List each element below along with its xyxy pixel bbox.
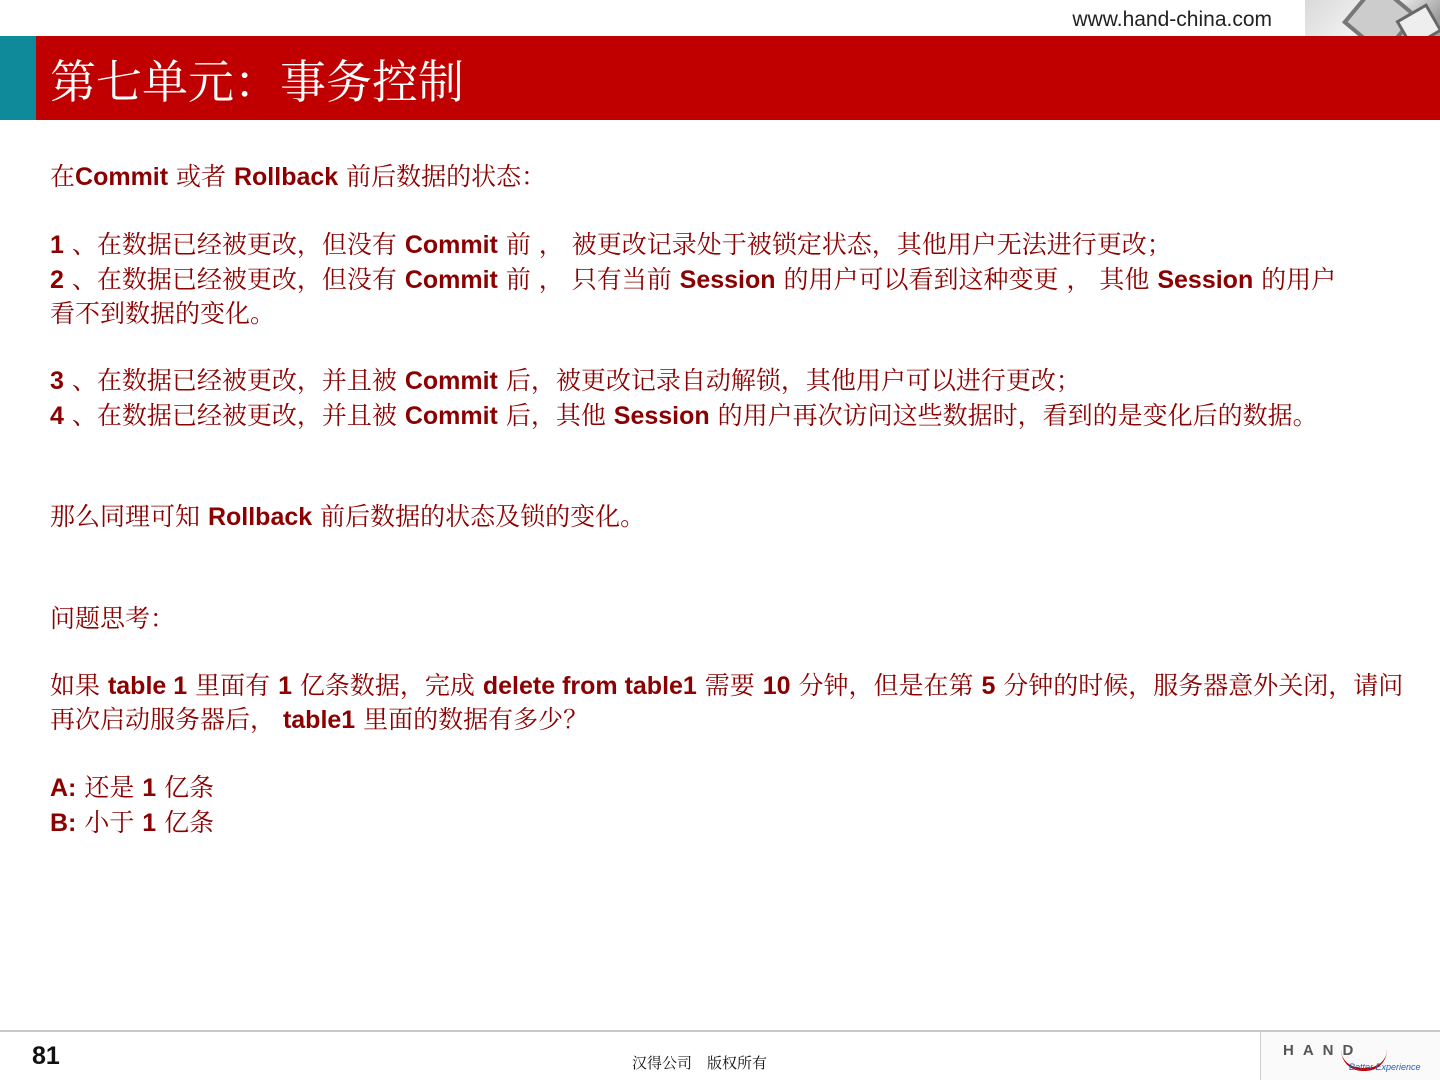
title-bar — [0, 36, 1440, 120]
answer-option-a: A: 还是 1 亿条 — [50, 773, 215, 802]
list-item: 4 、在数据已经被更改，并且被 Commit 后，其他 Session 的用户再次访问这些数据时，看到的是变化后的数据。 — [50, 400, 1318, 430]
list-item: 3 、在数据已经被更改，并且被 Commit 后，被更改记录自动解锁，其他用户可以进行更改； — [50, 366, 1081, 395]
title-accent-block — [0, 36, 36, 120]
logo-wordmark: HAND — [1283, 1042, 1363, 1059]
answer-option-b: B: 小于 1 亿条 — [50, 807, 215, 837]
slide-title: 第七单元：事务控制 — [50, 55, 464, 109]
website-url: www.hand-china.com — [1072, 8, 1272, 31]
list-item: 2 、在数据已经被更改，但没有 Commit 前 ， 只有当前 Session 的用户可以看到这种变更 ， 其他 Session 的用户 — [50, 264, 1337, 294]
logo-tagline: Better Experience — [1349, 1062, 1421, 1072]
footer-divider — [0, 1030, 1440, 1032]
slide-body — [50, 160, 1420, 840]
rollback-note: 那么同理可知 Rollback 前后数据的状态及锁的变化。 — [50, 502, 646, 531]
copyright-text: 汉得公司 版权所有 — [632, 1054, 768, 1072]
list-item: 1 、在数据已经被更改，但没有 Commit 前 ， 被更改记录处于被锁定状态，其他用户无法进行更改； — [50, 230, 1172, 259]
intro-line: 在Commit 或者 Rollback 前后数据的状态： — [50, 162, 547, 191]
question-heading: 问题思考： — [50, 603, 176, 633]
list-item-continuation: 看不到数据的变化。 — [50, 299, 276, 328]
question-text: 如果 table 1 里面有 1 亿条数据，完成 delete from table1 需要 10 分钟，但是在第 5 分钟的时候，服务器意外关闭，请问再次启动服务器后， table1 里面的数据有多少？ — [50, 670, 1404, 734]
page-number: 81 — [32, 1042, 60, 1070]
company-logo — [1260, 1032, 1440, 1080]
